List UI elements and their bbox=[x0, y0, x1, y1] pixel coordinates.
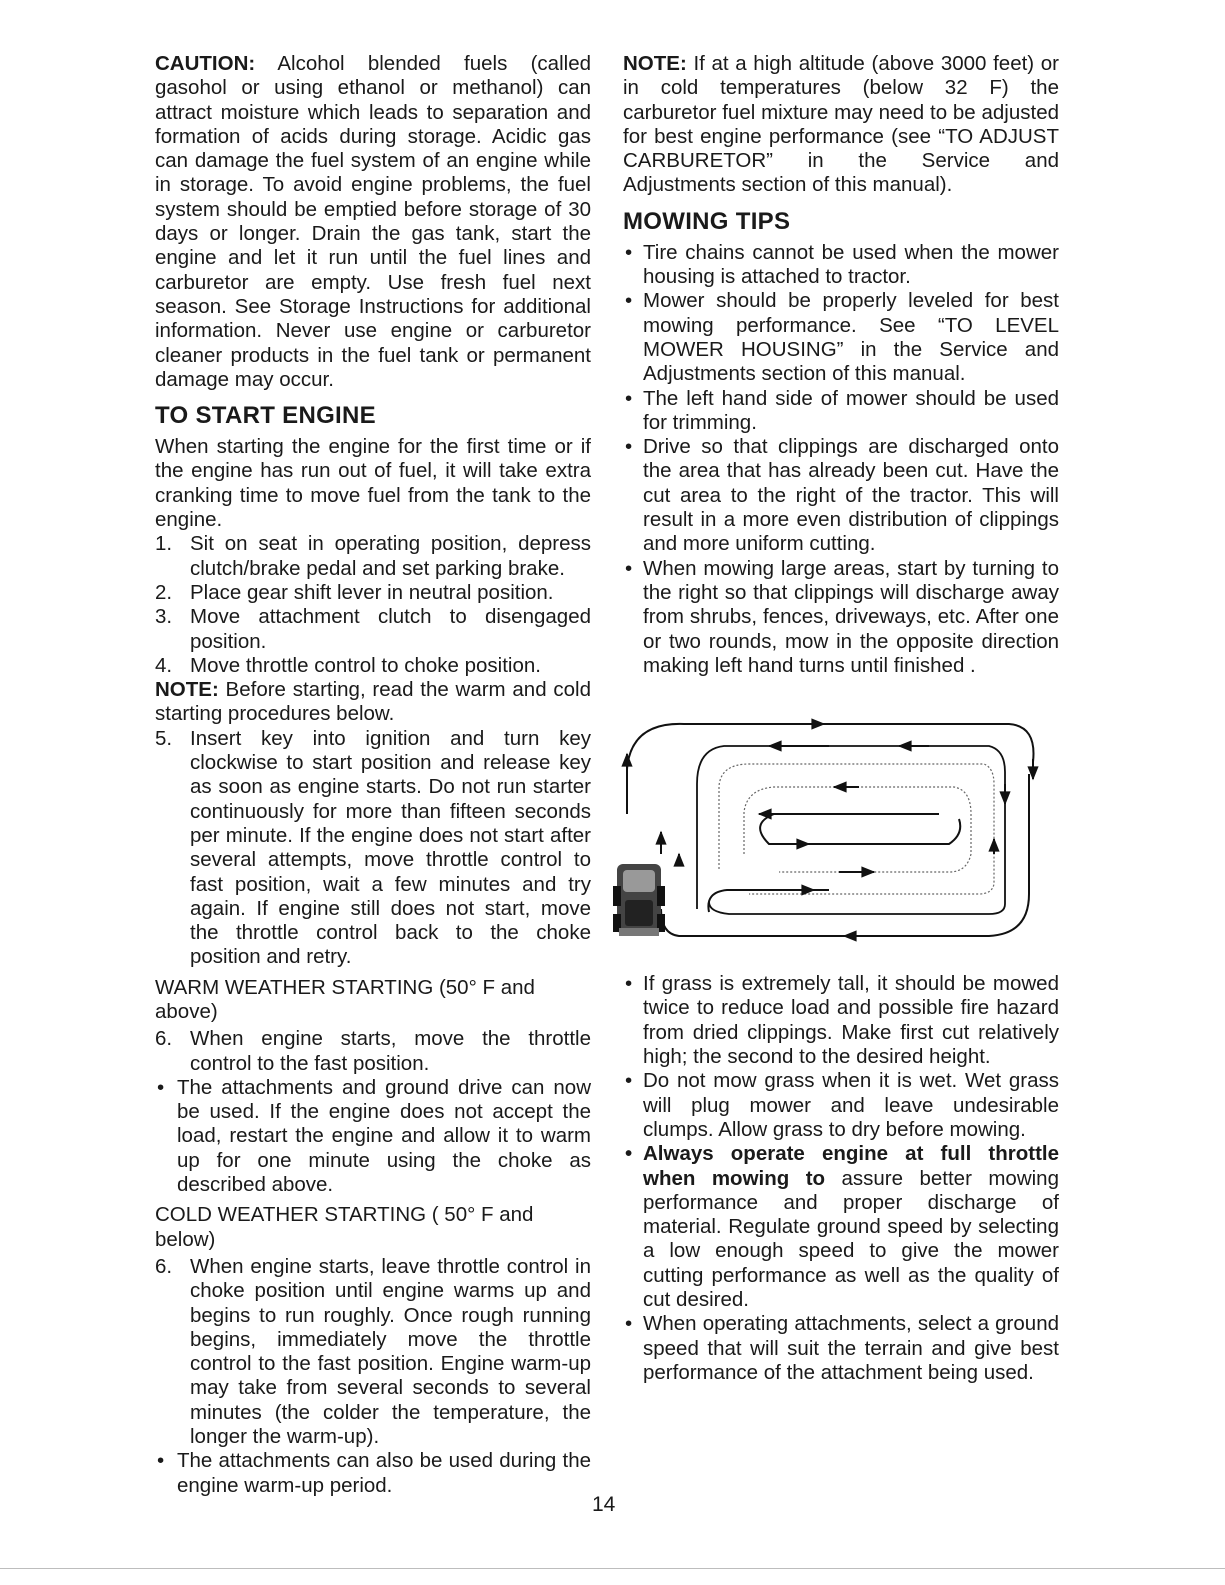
bullet-dot: • bbox=[157, 1449, 165, 1473]
step-3 bbox=[155, 605, 591, 654]
tip-wet-grass bbox=[623, 1069, 1059, 1142]
tip-full-throttle bbox=[623, 1142, 1059, 1312]
bottom-divider bbox=[0, 1568, 1225, 1569]
note-text: Before starting, read the warm and cold starting procedures below. bbox=[155, 678, 591, 726]
bullet-text: Drive so that clippings are discharged onto the area that has already been cut. Have the cut area to the right of the tractor. This will result in a more even distribution of clippings and more uniform cutting. bbox=[643, 435, 1059, 556]
step-number: 3. bbox=[155, 605, 173, 629]
note-label: NOTE: bbox=[155, 678, 219, 702]
mowing-path-outer bbox=[627, 724, 1034, 936]
mowing-path-center bbox=[708, 814, 960, 912]
step-text: When engine starts, leave throttle control in choke position until engine warms up and begins to run roughly. Once rough running begins, immediately move the throttle control to the fast position. Engine warm-up may take from several seconds to several minutes (the colder the temperature, the longer the warm-up). bbox=[190, 1254, 591, 1449]
bullet-text: Do not mow grass when it is wet. Wet grass will plug mower and leave undesirable clumps. Allow grass to dry before mowing. bbox=[643, 1069, 1059, 1141]
tip-level-mower bbox=[623, 289, 1059, 386]
bullet-text: The attachments can also be used during the engine warm-up period. bbox=[177, 1449, 591, 1497]
warm-weather-heading: WARM WEATHER STARTING (50° F and above) bbox=[155, 975, 535, 1023]
caution-paragraph bbox=[155, 52, 591, 392]
step-number: 5. bbox=[155, 726, 173, 750]
bullet-dot: • bbox=[625, 972, 633, 996]
step-5 bbox=[155, 727, 591, 970]
tip-trimming bbox=[623, 387, 1059, 436]
cold-weather-heading: COLD WEATHER STARTING ( 50° F and below) bbox=[155, 1203, 534, 1251]
step-text: Sit on seat in operating position, depress clutch/brake pedal and set parking brake. bbox=[190, 532, 591, 580]
mowing-pattern-diagram bbox=[609, 714, 1057, 954]
bullet-text: Mower should be properly leveled for best mowing performance. See “TO LEVEL MOWER HOUSING” in the Service and Adjustments section of this manual. bbox=[643, 289, 1059, 386]
starting-note bbox=[155, 678, 591, 727]
bullet-dot: • bbox=[625, 1312, 633, 1336]
step-number: 6. bbox=[155, 1027, 173, 1051]
caution-label: CAUTION: bbox=[155, 52, 256, 75]
step-number: 1. bbox=[155, 532, 173, 556]
bullet-text: If grass is extremely tall, it should be mowed twice to reduce load and possible fire hazard from dried clippings. Make first cut relatively high; the second to the desired height. bbox=[643, 972, 1059, 1069]
cold-bullet bbox=[155, 1449, 591, 1498]
bullet-dot: • bbox=[625, 435, 633, 459]
step-number: 2. bbox=[155, 580, 173, 604]
step-2 bbox=[155, 581, 591, 605]
start-engine-heading: TO START ENGINE bbox=[155, 402, 376, 430]
note-label: NOTE: bbox=[623, 52, 687, 75]
tip-large-areas bbox=[623, 557, 1059, 678]
caution-text: Alcohol blended fuels (called gasohol or using ethanol or methanol) can attract moisture which leads to separation and formation of acids during storage. Acidic gas can damage the fuel system of an engine while in storage. To avoid engine problems, the fuel system should be emptied before storage of 30 days or longer. Drain the gas tank, start the engine and let it run until the fuel lines and carburetor are empty. Use fresh fuel next season. See Storage Instructions for additional information. Never use engine or carburetor cleaner products in the fuel tank or permanent damage may occur. bbox=[155, 52, 591, 391]
bullet-dot: • bbox=[625, 386, 633, 410]
page-number: 14 bbox=[592, 1493, 616, 1516]
bullet-text: The attachments and ground drive can now be used. If the engine does not accept the load, restart the engine and allow it to warm up for one minute using the choke as described above. bbox=[177, 1075, 591, 1197]
bullet-dot: • bbox=[157, 1075, 165, 1099]
step-text: Place gear shift lever in neutral position. bbox=[190, 580, 554, 604]
warm-step-6 bbox=[155, 1027, 591, 1076]
note-text: If at a high altitude (above 3000 feet) or in cold temperatures (below 32 F) the carburetor fuel mixture may need to be adjusted for best engine performance (see “TO ADJUST CARBURETOR” in the Service and Adjustments section of this manual). bbox=[623, 52, 1059, 197]
step-text: Move attachment clutch to disengaged position. bbox=[190, 605, 591, 653]
bullet-text: When mowing large areas, start by turning to the right so that clippings will discharge away from shrubs, fences, driveways, etc. After one or two rounds, mow in the opposite direction making left hand turns until finished . bbox=[643, 556, 1059, 677]
bullet-text: When operating attachments, select a ground speed that will suit the terrain and give best performance of the attachment being used. bbox=[643, 1312, 1059, 1384]
direction-arrows bbox=[627, 724, 1033, 936]
right-column bbox=[623, 52, 1059, 1385]
step-text: Move throttle control to choke position. bbox=[190, 653, 541, 677]
altitude-note bbox=[623, 52, 1059, 198]
step-1 bbox=[155, 532, 591, 581]
cold-step-6 bbox=[155, 1255, 591, 1449]
tip-tire-chains bbox=[623, 241, 1059, 290]
bullet-text: Tire chains cannot be used when the mower housing is attached to tractor. bbox=[643, 240, 1059, 289]
bullet-dot: • bbox=[625, 289, 633, 313]
bullet-dot: • bbox=[625, 1069, 633, 1093]
mowing-tips-heading: MOWING TIPS bbox=[623, 207, 791, 235]
riding-mower-icon bbox=[613, 864, 665, 936]
step-text: When engine starts, move the throttle control to the fast position. bbox=[190, 1027, 591, 1075]
throttle-bold-text: Always operate engine at full throttle when mowing to bbox=[643, 1142, 1059, 1190]
start-engine-intro: When starting the engine for the first time or if the engine has run out of fuel, it will take extra cranking time to move fuel from the tank to the engine. bbox=[155, 435, 591, 532]
bullet-dot: • bbox=[625, 1142, 633, 1166]
tip-attachments bbox=[623, 1312, 1059, 1385]
tip-tall-grass bbox=[623, 972, 1059, 1069]
warm-bullet bbox=[155, 1076, 591, 1197]
left-column bbox=[155, 52, 591, 1498]
bullet-dot: • bbox=[625, 556, 633, 580]
step-number: 6. bbox=[155, 1254, 173, 1278]
bullet-dot: • bbox=[625, 240, 633, 264]
step-text: Insert key into ignition and turn key clockwise to start position and release key as soon as engine starts. Do not run starter continuously for more than fifteen seconds per minute. If the engine does not start after several attempts, move throttle control to fast position, wait a few minutes and try again. If engine still does not start, move the throttle control back to the choke position and retry. bbox=[190, 726, 591, 969]
step-4 bbox=[155, 654, 591, 678]
step-number: 4. bbox=[155, 653, 173, 677]
bullet-text: The left hand side of mower should be used for trimming. bbox=[643, 386, 1059, 434]
tip-discharge bbox=[623, 435, 1059, 556]
throttle-text: assure better mowing performance and proper discharge of material. Regulate ground speed by selecting a low enough speed to give the mower cutting performance as well as the quality of cut desired. bbox=[643, 1166, 1059, 1311]
